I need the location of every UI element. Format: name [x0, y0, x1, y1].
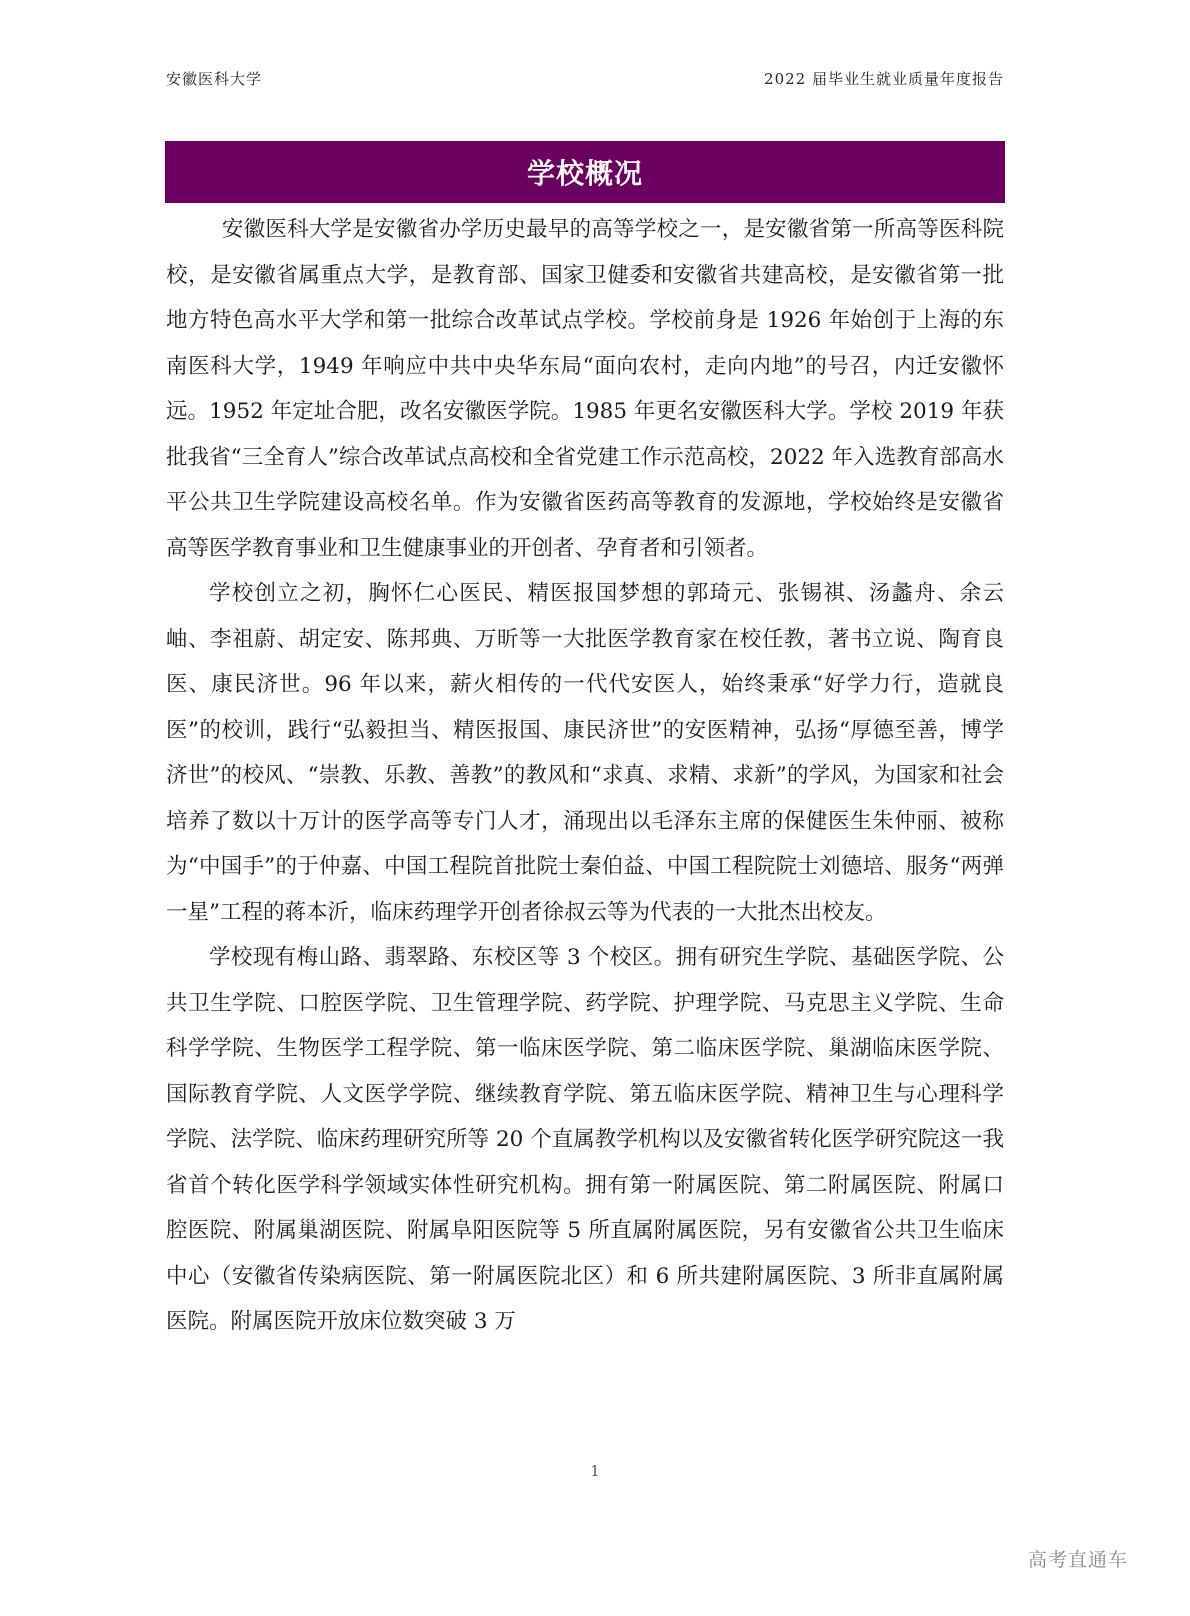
paragraph-campuses-institutions: 学校现有梅山路、翡翠路、东校区等 3 个校区。拥有研究生学院、基础医学院、公共卫生学院、口腔医学院、卫生管理学院、药学院、护理学院、马克思主义学院、生命科学学院、生物医学工程学院、第一临床医学院、第二临床医学院、巢湖临床医学院、国际教育学院、人文医学学院、继续教育学院、第五临床医学院、精神卫生与心理科学学院、法学院、临床药理研究所等 20 个直属教学机构以及安徽省转化医学研究院这一我省首个转化医学科学领域实体性研究机构。拥有第一附属医院、第二附属医院、附属口腔医院、附属巢湖医院、附属阜阳医院等 5 所直属附属医院，另有安徽省公共卫生临床中心（安徽省传染病医院、第一附属医院北区）和 6 所共建附属医院、3 所非直属附属医院。附属医院开放床位数突破 3 万 [166, 945, 1004, 1334]
watermark-logo-text: 高考直通车 [1027, 1549, 1128, 1571]
paragraph-school-history: 安徽医科大学是安徽省办学历史最早的高等学校之一，是安徽省第一所高等医科院校，是安徽省属重点大学，是教育部、国家卫健委和安徽省共建高校，是安徽省第一批地方特色高水平大学和第一批综合改革试点学校。学校前身是 1926 年始创于上海的东南医科大学，1949 年响应中共中央华东局“面向农村，走向内地”的号召，内迁安徽怀远。1952 年定址合肥，改名安徽医学院。1985 年更名安徽医科大学。学校 2019 年获批我省“三全育人”综合改革试点高校和全省党建工作示范高校，2022 年入选教育部高水平公共卫生学院建设高校名单。作为安徽省医药高等教育的发源地，学校始终是安徽省高等医学教育事业和卫生健康事业的开创者、孕育者和引领者。 [166, 217, 1004, 561]
running-header-school-name: 安徽医科大学 [166, 70, 263, 88]
body-text [166, 207, 1004, 1345]
page-number: 1 [590, 1462, 600, 1480]
paragraph-educators-alumni: 学校创立之初，胸怀仁心医民、精医报国梦想的郭琦元、张锡祺、汤蠡舟、余云岫、李祖蔚、胡定安、陈邦典、万昕等一大批医学教育家在校任教，著书立说、陶育良医、康民济世。96 年以来，薪火相传的一代代安医人，始终秉承“好学力行，造就良医”的校训，践行“弘毅担当、精医报国、康民济世”的安医精神，弘扬“厚德至善，博学济世”的校风、“崇教、乐教、善教”的教风和“求真、求精、求新”的学风，为国家和社会培养了数以十万计的医学高等专门人才，涌现出以毛泽东主席的保健医生朱仲丽、被称为“中国手”的于仲嘉、中国工程院首批院士秦伯益、中国工程院院士刘德培、服务“两弹一星”工程的蒋本沂，临床药理学开创者徐叔云等为代表的一大批杰出校友。 [166, 581, 1004, 925]
section-title-banner [165, 141, 1005, 203]
section-title: 学校概况 [526, 157, 643, 190]
running-header-report-title: 2022 届毕业生就业质量年度报告 [764, 70, 1004, 88]
